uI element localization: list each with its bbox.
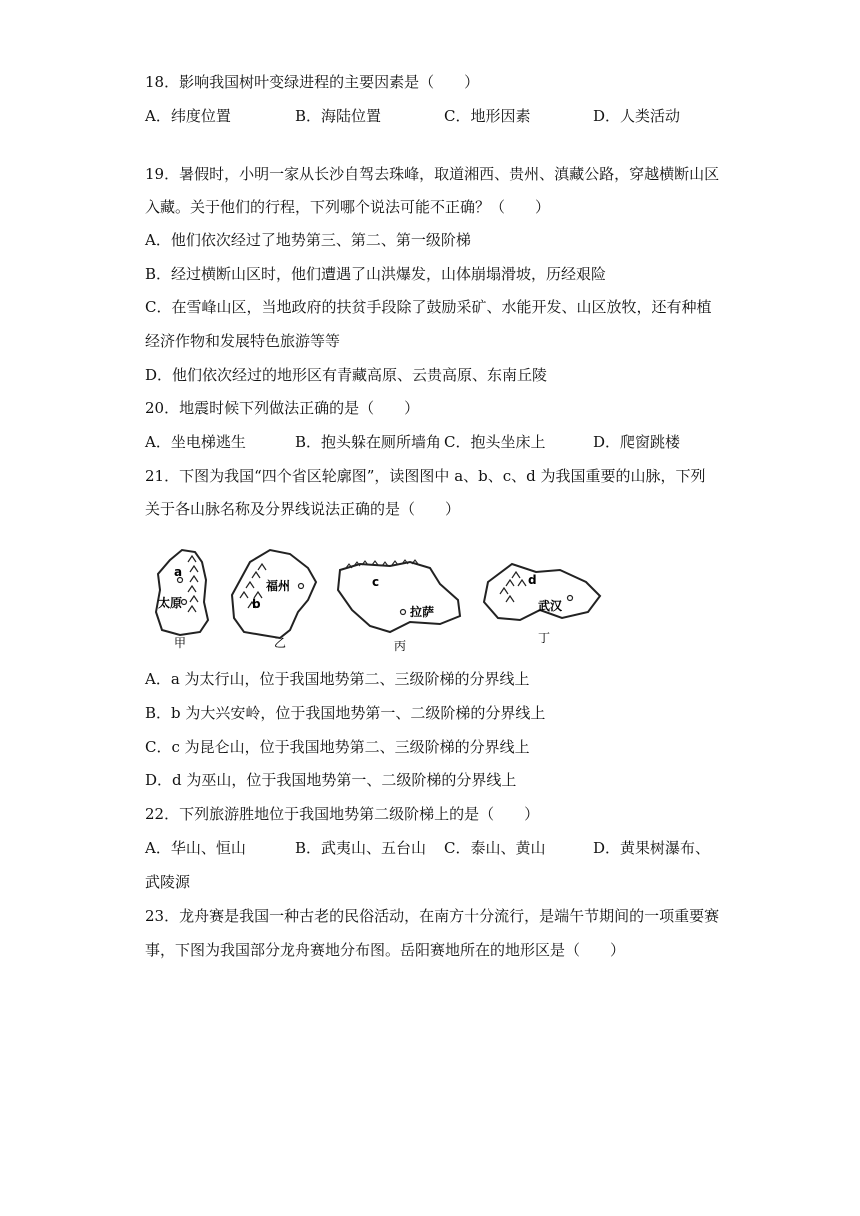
q19-option-a: A．他们依次经过了地势第三、第二、第一级阶梯 (145, 231, 471, 249)
province-outline-figure (140, 540, 620, 660)
q20-option-a: A．坐电梯逃生 (145, 433, 246, 451)
q22-option-a: A．华山、恒山 (145, 839, 246, 857)
q22-option-d-cont: 武陵源 (145, 873, 191, 891)
city-lhasa: 拉萨 (410, 605, 435, 619)
q19-option-d: D．他们依次经过的地形区有青藏高原、云贵高原、东南丘陵 (145, 366, 548, 384)
province-yi-outline (232, 550, 316, 650)
label-jia: 甲 (174, 636, 187, 650)
q21-option-c: C．c 为昆仑山，位于我国地势第二、三级阶梯的分界线上 (145, 738, 530, 756)
q20-option-b: B．抱头躲在厕所墙角 (295, 433, 442, 451)
mountain-range-d (500, 572, 526, 602)
q20-option-d: D．爬窗跳楼 (593, 433, 681, 451)
q20-option-c: C．抱头坐床上 (444, 433, 546, 451)
q18-option-c: C．地形因素 (444, 107, 531, 125)
province-ding-outline (484, 564, 600, 645)
city-taiyuan: 太原 (158, 596, 183, 610)
label-ding: 丁 (538, 631, 551, 645)
q21-option-a: A．a 为太行山，位于我国地势第二、三级阶梯的分界线上 (145, 670, 530, 688)
mountain-range-a (188, 556, 198, 612)
q18-option-d: D．人类活动 (593, 107, 681, 125)
q21-option-b: B．b 为大兴安岭，位于我国地势第一、二级阶梯的分界线上 (145, 704, 546, 722)
q22-stem: 22．下列旅游胜地位于我国地势第二级阶梯上的是（ ） (145, 805, 540, 823)
q21-stem-line1: 21．下图为我国“四个省区轮廓图”，读图图中 a、b、c、d 为我国重要的山脉，下列 (145, 467, 706, 485)
q19-stem-line2: 入藏。关于他们的行程，下列哪个说法可能不正确？（ ） (145, 198, 551, 216)
label-bing: 丙 (394, 639, 407, 653)
province-bing-outline (338, 560, 460, 653)
label-yi: 乙 (274, 636, 287, 650)
q19-stem-line1: 19．暑假时，小明一家从长沙自驾去珠峰，取道湘西、贵州、滇藏公路，穿越横断山区 (145, 165, 720, 183)
label-c: c (372, 575, 380, 589)
q19-option-c-line1: C．在雪峰山区，当地政府的扶贫手段除了鼓励采矿、水能开发、山区放牧，还有种植 (145, 298, 712, 316)
q18-option-b: B．海陆位置 (295, 107, 382, 125)
city-fuzhou: 福州 (266, 579, 291, 593)
q20-stem: 20．地震时候下列做法正确的是（ ） (145, 399, 420, 417)
q19-option-b: B．经过横断山区时，他们遭遇了山洪爆发，山体崩塌滑坡，历经艰险 (145, 265, 607, 283)
label-a: a (174, 565, 183, 579)
q18-option-a: A．纬度位置 (145, 107, 231, 125)
label-b: b (252, 597, 261, 611)
q19-option-c-line2: 经济作物和发展特色旅游等等 (145, 332, 341, 350)
q22-option-d: D．黄果树瀑布、 (593, 839, 711, 857)
q22-option-b: B．武夷山、五台山 (295, 839, 427, 857)
city-wuhan: 武汉 (538, 599, 563, 613)
q18-stem: 18．影响我国树叶变绿进程的主要因素是（ ） (145, 73, 480, 91)
q23-stem-line2: 事，下图为我国部分龙舟赛地分布图。岳阳赛地所在的地形区是（ ） (145, 941, 626, 959)
q22-option-c: C．泰山、黄山 (444, 839, 546, 857)
q21-stem-line2: 关于各山脉名称及分界线说法正确的是（ ） (145, 500, 461, 518)
q21-option-d: D．d 为巫山，位于我国地势第一、二级阶梯的分界线上 (145, 771, 517, 789)
label-d: d (528, 573, 537, 587)
province-jia-outline (156, 550, 208, 650)
q23-stem-line1: 23．龙舟赛是我国一种古老的民俗活动，在南方十分流行，是端午节期间的一项重要赛 (145, 907, 720, 925)
